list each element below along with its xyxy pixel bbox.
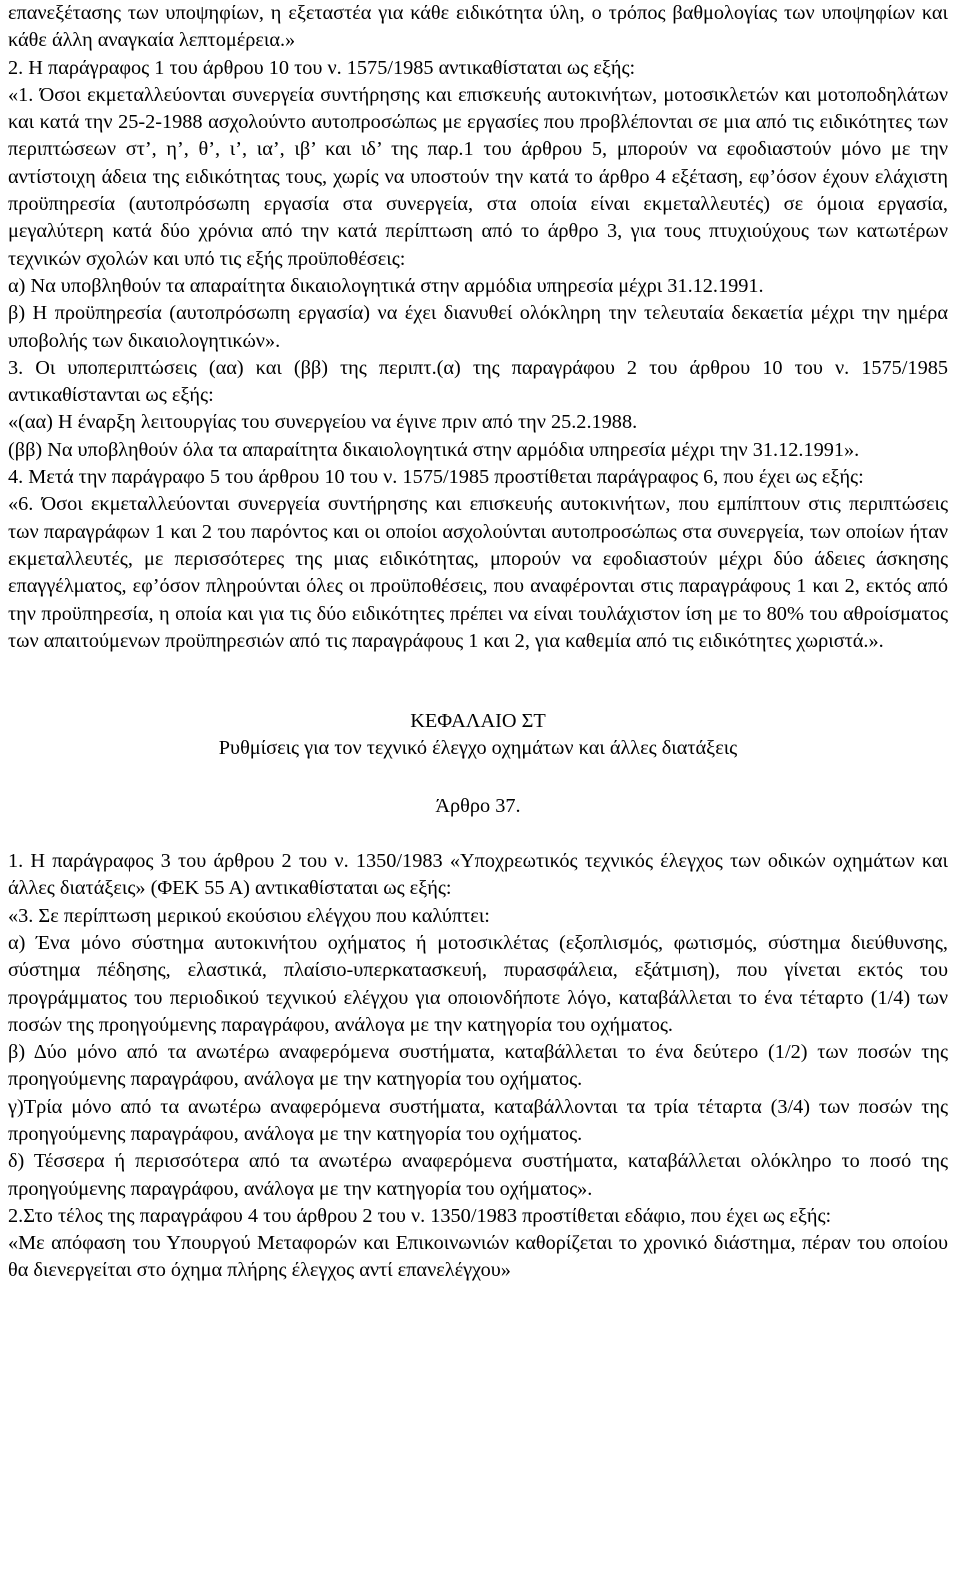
paragraph: 2. Η παράγραφος 1 του άρθρου 10 του ν. 1575/1985 αντικαθίσταται ως εξής: [8, 56, 636, 79]
paragraph: γ)Τρία μόνο από τα ανωτέρω αναφερόμενα συστήματα, καταβάλλονται τα τρία τέταρτα (3/4) των ποσών της προηγούμενης παραγράφου, ανάλογα με την κατηγορία του οχήματος. [8, 1095, 948, 1145]
article-heading: Άρθρο 37. [435, 794, 521, 817]
paragraph: β) Δύο μόνο από τα ανωτέρω αναφερόμενα συστήματα, καταβάλλεται το ένα δεύτερο (1/2) των ποσών της προηγούμενης παραγράφου, ανάλογα με την κατηγορία του οχήματος. [8, 1041, 948, 1091]
bottom-section [8, 848, 948, 1285]
paragraph: 4. Μετά την παράγραφο 5 του άρθρου 10 του ν. 1575/1985 προστίθεται παράγραφος 6, που έχει ως εξής: [8, 466, 864, 489]
paragraph: «6. Όσοι εκμεταλλεύονται συνεργεία συντήρησης και επισκευής αυτοκινήτων, που εμπίπτουν στις περιπτώσεις των παραγράφων 1 και 2 του παρόντος και οι οποίοι ασχολούνται αυτοπροσώπως στα συνεργεία, των οποίων ήταν εκμεταλλευτές, με περισσότερες της μιας ειδικότητας, μπορούν να εφοδιαστούν μέχρι δύο άδειες άσκησης επαγγέλματος, εφ’όσον πληρούνται όλες οι προϋποθέσεις, που αναφέρονται στις παραγράφους 1 και 2, εκτός από την προϋπηρεσία, η οποία και για τις δύο ειδικότητες πρέπει να είναι τουλάχιστον ίση με το 80% του αθροίσματος των απαιτούμενων προϋπηρεσιών από τις παραγράφους 1 και 2, για καθεμία από τις ειδικότητες χωριστά.». [8, 493, 948, 652]
paragraph: «3. Σε περίπτωση μερικού εκούσιου ελέγχου που καλύπτει: [8, 904, 490, 927]
paragraph: 1. Η παράγραφος 3 του άρθρου 2 του ν. 1350/1983 «Υποχρεωτικός τεχνικός έλεγχος των οδικών οχημάτων και άλλες διατάξεις» (ΦΕΚ 55 Α) αντικαθίσταται ως εξής: [8, 850, 948, 900]
paragraph: α) Να υποβληθούν τα απαραίτητα δικαιολογητικά στην αρμόδια υπηρεσία μέχρι 31.12.1991. [8, 274, 764, 297]
spacer [8, 763, 948, 793]
chapter-subtitle: Ρυθμίσεις για τον τεχνικό έλεγχο οχημάτων και άλλες διατάξεις [218, 737, 738, 760]
chapter-heading: ΚΕΦΑΛΑΙΟ ΣΤ [410, 710, 546, 733]
paragraph: 3. Οι υποπεριπτώσεις (αα) και (ββ) της περιπτ.(α) της παραγράφου 2 του άρθρου 10 του ν. 1575/1985 αντικαθίστανται ως εξής: [8, 356, 948, 407]
paragraph: β) Η προϋπηρεσία (αυτοπρόσωπη εργασία) να έχει διανυθεί ολόκληρη την τελευταία δεκαετία μέχρι την ημέρα υποβολής των δικαιολογητικών». [8, 302, 948, 352]
paragraph: 2.Στο τέλος της παραγράφου 4 του άρθρου 2 του ν. 1350/1983 προστίθεται εδάφιο, που έχει ως εξής: [8, 1204, 832, 1227]
paragraph: (ββ) Να υποβληθούν όλα τα απαραίτητα δικαιολογητικά στην αρμόδια υπηρεσία μέχρι την 31.12.1991». [8, 438, 860, 461]
paragraph: δ) Τέσσερα ή περισσότερα από τα ανωτέρω αναφερόμενα συστήματα, καταβάλλεται ολόκληρο το ποσό της προηγούμενης παραγράφου, ανάλογα με την κατηγορία του οχήματος». [8, 1150, 948, 1200]
spacer [8, 655, 948, 708]
top-section [8, 0, 948, 655]
paragraph: α) Ένα μόνο σύστημα αυτοκινήτου οχήματος ή μοτοσικλέτας (εξοπλισμός, φωτισμός, σύστημα διεύθυνσης, σύστημα πέδησης, ελαστικά, πλαίσιο-υπερκατασκευή, πυρασφάλεια, εξάτμιση), που γίνεται εκτός του προγράμματος του περιοδικού τεχνικού ελέγχου για οποιονδήποτε λόγο, καταβάλλεται το ένα τέταρτο (1/4) των ποσών της προηγούμενης παραγράφου, ανάλογα με την κατηγορία του οχήματος. [8, 931, 948, 1036]
paragraph: «(αα) Η έναρξη λειτουργίας του συνεργείου να έγινε πριν από την 25.2.1988. [8, 411, 638, 434]
paragraph: επανεξέτασης των υποψηφίων, η εξεταστέα για κάθε ειδικότητα ύλη, ο τρόπος βαθμολογίας των υποψηφίων και κάθε άλλη αναγκαία λεπτομέρεια.» [8, 2, 948, 52]
spacer [8, 820, 948, 848]
paragraph: «1. Όσοι εκμεταλλεύονται συνεργεία συντήρησης και επισκευής αυτοκινήτων, μοτοσικλετών και μοτοποδηλάτων και κατά την 25-2-1988 ασχολούντο αυτοπροσώπως με εργασίες που προβλέπονται σε μια από τις ειδικότητες των περιπτώσεων στ’, η’, θ’, ι’, ια’, ιβ’ και ιδ’ της παρ.1 του άρθρου 5, μπορούν να εφοδιαστούν μόνο με την αντίστοιχη άδεια της ειδικότητας τους, χωρίς να υποστούν την κατά το άρθρο 4 εξέταση, εφ’όσον έχουν ελάχιστη προϋπηρεσία (αυτοπρόσωπη εργασία στα συνεργεία, στα οποία είναι εκμεταλλευτές) σε όμοια εργασία, μεγαλύτερη κατά δύο χρόνια από την κατά περίπτωση από το άρθρο 3, για τους πτυχιούχους των κατωτέρων τεχνικών σχολών και υπό τις εξής προϋποθέσεις: [8, 83, 948, 270]
paragraph: «Με απόφαση του Υπουργού Μεταφορών και Επικοινωνιών καθορίζεται το χρονικό διάστημα, πέραν του οποίου θα διενεργείται στο όχημα πλήρης έλεγχος αντί επανελέγχου» [8, 1232, 948, 1282]
